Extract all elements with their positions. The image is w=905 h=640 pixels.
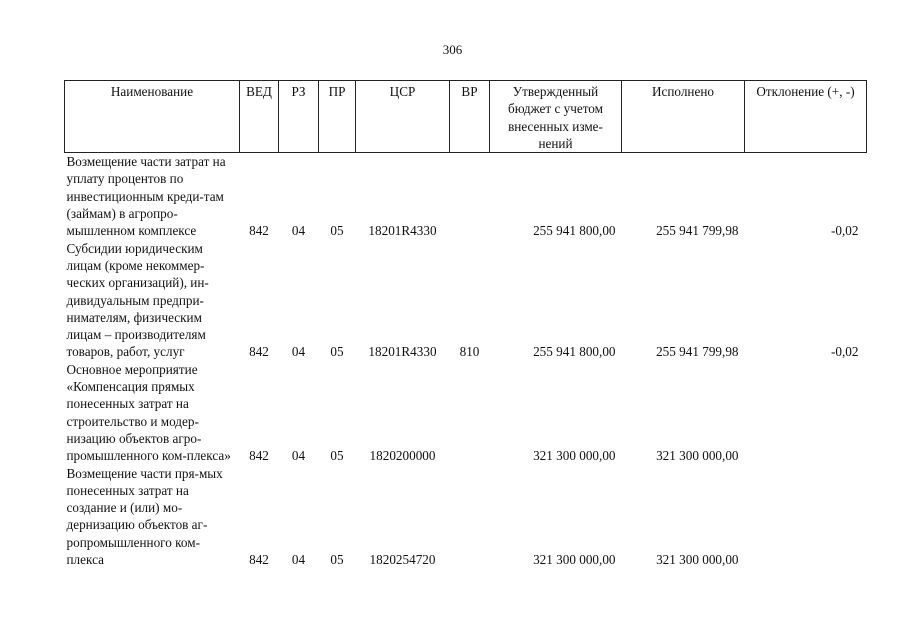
row-ved: 842 [249, 223, 269, 239]
row-deviation: -0,02 [831, 223, 859, 239]
row-approved: 321 300 000,00 [533, 448, 616, 464]
row-approved: 255 941 800,00 [533, 344, 616, 360]
row-rz: 04 [291, 552, 306, 568]
row-executed: 321 300 000,00 [656, 552, 739, 568]
row-deviation: -0,02 [831, 344, 859, 360]
col-header-ved: ВЕД [240, 81, 279, 153]
table-row [65, 240, 867, 361]
row-name [65, 240, 240, 361]
row-executed: 255 941 799,98 [656, 344, 739, 360]
row-csr: 18201R4330 [368, 223, 437, 239]
col-header-deviation: Отклонение (+, -) [745, 81, 867, 153]
row-rz: 04 [291, 344, 306, 360]
col-header-name: Наименование [65, 81, 240, 153]
row-name-text: Субсидии юридическим лицам (кроме некоммер-ческих организаций), ин-дивидуальным предпри-нимателям, физическим лицам – производителям товаров, работ, услуг [66, 240, 209, 360]
row-executed: 321 300 000,00 [656, 448, 739, 464]
page-number: 306 [442, 42, 463, 57]
col-header-approved: Утвержденный бюджет с учетом внесенных изме-нений [490, 81, 622, 153]
row-vr [450, 465, 490, 569]
table-row [65, 153, 867, 240]
row-name [65, 153, 240, 240]
row-approved: 255 941 800,00 [533, 223, 616, 239]
row-vr [450, 153, 490, 240]
col-header-vr: ВР [450, 81, 490, 153]
row-name [65, 465, 240, 569]
row-name [65, 361, 240, 465]
row-executed: 255 941 799,98 [656, 223, 739, 239]
row-vr: 810 [459, 344, 480, 360]
col-header-executed: Исполнено [622, 81, 745, 153]
table-row [65, 465, 867, 569]
row-deviation [745, 465, 867, 569]
row-vr [450, 361, 490, 465]
budget-table [64, 80, 867, 568]
row-name-text: Основное мероприятие «Компенсация прямых понесенных затрат на строительство и модер-низацию объектов агро-промышленного ком-плекса» [66, 361, 231, 464]
row-deviation [745, 361, 867, 465]
row-pr: 05 [330, 448, 344, 464]
row-approved: 321 300 000,00 [533, 552, 616, 568]
row-pr: 05 [330, 552, 344, 568]
row-csr: 1820200000 [369, 448, 436, 464]
row-name-text: Возмещение части пря-мых понесенных затрат на создание и (или) мо-дернизацию объектов аг-ропромышленного ком-плекса [66, 465, 223, 568]
col-header-pr: ПР [319, 81, 356, 153]
table-header-row [65, 81, 867, 153]
row-csr: 18201R4330 [368, 344, 437, 360]
row-ved: 842 [249, 448, 269, 464]
row-pr: 05 [330, 344, 344, 360]
row-csr: 1820254720 [369, 552, 436, 568]
row-ved: 842 [249, 344, 269, 360]
row-pr: 05 [330, 223, 344, 239]
col-header-csr: ЦСР [356, 81, 450, 153]
row-rz: 04 [291, 223, 306, 239]
row-rz: 04 [291, 448, 306, 464]
col-header-rz: РЗ [279, 81, 319, 153]
row-name-text: Возмещение части затрат на уплату процентов по инвестиционным креди-там (займам) в агропро-мышленном комплексе [66, 154, 226, 239]
table-row [65, 361, 867, 465]
row-ved: 842 [249, 552, 269, 568]
